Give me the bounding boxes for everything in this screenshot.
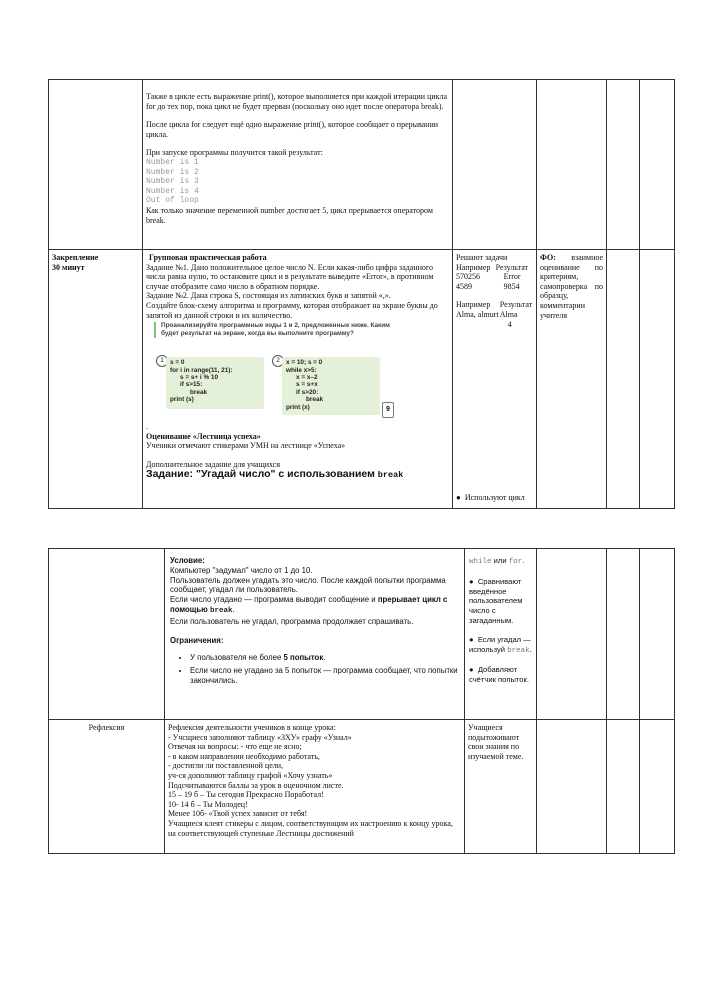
lesson-table-bottom — [48, 548, 675, 854]
example-output: 9854 — [503, 281, 520, 291]
students-intro: Решают задачи — [456, 253, 508, 262]
loop-explanation-cell — [143, 90, 452, 248]
step-code: break — [507, 646, 530, 655]
stage-cell — [49, 251, 142, 281]
code-block-1 — [166, 357, 264, 409]
loop-dot: . — [522, 556, 525, 565]
example-output: Error — [503, 272, 521, 282]
output-line: Out of loop — [146, 196, 199, 206]
loop-keyword: while — [469, 558, 492, 566]
lesson-table-top — [48, 79, 675, 509]
example-table-1 — [456, 263, 533, 292]
game-task-title — [146, 467, 449, 481]
reflection-line: 10- 14 б – Ты Молодец! — [168, 799, 248, 809]
code-line: s = s+ i % 10 — [180, 373, 219, 381]
loop-hint — [469, 556, 533, 568]
assessment-label: ФО: — [540, 253, 556, 262]
example-input: Alma, almurt — [456, 309, 499, 319]
ladder-title: Оценивание «Лестница успеха» — [146, 431, 261, 441]
condition-line — [170, 595, 461, 617]
reflection-line: Отвечая на вопросы: - что еще не ясно; — [168, 742, 302, 752]
step-dot: . — [529, 644, 532, 654]
task-3: Создайте блок-схему алгоритма и программу, которая отображает на экране буквы до запятой из данной строки и их количество. — [146, 300, 438, 320]
student-step — [469, 665, 533, 685]
limit-dot: . — [323, 653, 326, 663]
step-text: Если угадал — используй — [469, 634, 531, 654]
bullet-icon: ● — [469, 665, 474, 675]
condition-dot: . — [232, 604, 235, 614]
code-line: print (s) — [170, 396, 194, 404]
example-input: 4589 — [456, 281, 472, 291]
example-output: Alma — [499, 309, 518, 319]
example-header: Например — [456, 262, 491, 272]
code-line: break — [306, 396, 324, 404]
condition-title: Условие: — [170, 556, 205, 565]
code-line: s = s+x — [296, 381, 318, 389]
number-1-icon: 1 — [156, 355, 168, 367]
step-text: Сравнивают введённое пользователем число с загаданным. — [469, 576, 523, 625]
paragraph: Также в цикле есть выражение print(), которое выполняется при каждой итерации цикла for до тех пор, пока цикл не будет прерван (поскольку оно идет после оператора break). — [146, 92, 448, 111]
task-2: Задание №2. Дана строка S, состоящая из латинских букв и запятой «,». — [146, 291, 391, 301]
code-line: break — [190, 388, 208, 396]
reflection-line: Подсчитываются баллы за урок в оценочном листе. — [168, 780, 344, 790]
result-header: Результат — [499, 300, 533, 310]
reflection-line: Рефлексия деятельности учеников в конце урока: — [168, 723, 336, 732]
code-block-2 — [282, 357, 380, 415]
game-title-code: break — [377, 469, 404, 480]
reflection-line: Учащиеся клеят стикеры с лицом, соответствующим их настроению к концу урока, на соответствующей ступеньке Лестницы достижений — [168, 818, 453, 838]
paragraph: При запуске программы получится такой результат: — [146, 148, 323, 158]
stage-cell — [49, 721, 164, 741]
student-step — [469, 635, 533, 657]
result-header: Результат — [495, 262, 529, 272]
example-input: 570256 — [456, 272, 480, 282]
ladder-text: Ученики отмечают стикерами УМН на лестнице «Успеха» — [146, 441, 346, 451]
example-table-2 — [456, 300, 533, 329]
reflection-content-cell — [165, 721, 464, 854]
condition-code: break — [210, 606, 233, 615]
reflection-line: уч-ся дополняют таблицу графой «Хочу узнать» — [168, 770, 333, 780]
bullet-icon: ● — [469, 576, 474, 586]
reflection-line: 15 – 19 б – Ты сегодня Прекрасно Поработал! — [168, 790, 324, 800]
limits-title: Ограничения: — [170, 635, 224, 645]
example-count: 4 — [507, 319, 512, 329]
output-line: Number is 2 — [146, 167, 199, 177]
reflection-students-text: Учащиеся подытоживают свои знания по изучаемой теме. — [468, 723, 524, 761]
bullet-icon: ● — [469, 634, 474, 644]
code-line: x = 10; s = 0 — [286, 359, 323, 367]
guess-number-cell — [167, 554, 464, 718]
loop-keyword: for — [508, 558, 523, 566]
code-line: while x>5: — [286, 366, 317, 374]
output-line: Number is 4 — [146, 186, 199, 196]
limit-item: • Если число не угадано за 5 попыток — программа сообщает, что попытки закончились. — [190, 666, 461, 686]
output-line: Number is 3 — [146, 177, 199, 187]
reflection-line: - Учсщиеся заполняют таблицу «ЗХУ» графу «Узнал» — [168, 732, 352, 742]
guess-students-cell — [466, 554, 536, 718]
stage-name: Закрепление — [52, 253, 99, 262]
condition-line: Пользователь должен угадать это число. После каждой попытки программа сообщает, угадал ли пользователь. — [170, 575, 446, 595]
paragraph: После цикла for следует ещё одно выражение print(), которое сообщает о прерывании цикла. — [146, 120, 439, 139]
condition-emphasis: прерывает цикл с помощью — [170, 595, 448, 614]
practice-content-cell — [143, 251, 452, 509]
assessment-cell — [537, 251, 606, 331]
section-title: Групповая практическая работа — [149, 253, 267, 262]
students-activity-cell — [453, 251, 536, 509]
code-line: for i in range(11, 21): — [170, 366, 233, 374]
bullet-icon: ● — [456, 493, 461, 502]
limit-item — [190, 653, 461, 663]
condition-text: Если число угадано — программа выводит сообщение и — [170, 595, 376, 605]
limit-text: У пользователя не более — [190, 653, 282, 663]
limits-list — [170, 653, 461, 685]
bullet-text: Используют цикл — [464, 493, 525, 502]
reflection-line: - в каком направлении необходимо работать, — [168, 751, 320, 761]
students-bullet — [456, 493, 525, 503]
stage-name: Рефлексия — [88, 723, 125, 732]
code-line: print (x) — [286, 403, 310, 411]
limit-emphasis: 5 попыток — [283, 653, 324, 663]
code-line: if s>15: — [180, 381, 203, 389]
example-header: Например — [456, 300, 491, 310]
assessment-text: взаимное оценивание по критериям, самопроверка по образцу, комментарии учителя — [540, 253, 603, 320]
reflection-line: - достигли ли поставленной цели, — [168, 761, 284, 771]
dot: . — [146, 422, 148, 432]
student-step — [469, 577, 533, 626]
reflection-line: Менее 10б- «Твой успех зависит от тебя! — [168, 809, 308, 819]
extra-task: Дополнительное задание для учащихся — [146, 459, 281, 469]
step-text: Добавляют счётчик попыток. — [469, 665, 529, 685]
code-analysis-image — [148, 322, 392, 422]
code-line: if s>20: — [296, 388, 319, 396]
program-output — [146, 158, 449, 206]
output-line: Number is 1 — [146, 157, 199, 167]
task-1: Задание №1. Дано положительное целое число N. Если какая-либо цифра заданного числа равна нулю, то остановите цикл и в результате выведите «Error», в противном случае отобразите само число в обратном порядке. — [146, 262, 434, 291]
image-header: Проанализируйте программные коды 1 и 2, предложенные ниже. Каким будет результат на экране, когда вы выполните программу? — [154, 322, 395, 338]
game-title-text: Задание: "Угадай число" с использованием — [146, 467, 375, 480]
stage-time: 30 минут — [52, 262, 85, 272]
number-2-icon: 2 — [272, 355, 284, 367]
code-line: x = x–2 — [296, 373, 318, 381]
condition-line: Если пользователь не угадал, программа продолжает спрашивать. — [170, 616, 414, 626]
loop-or: или — [493, 556, 507, 565]
condition-line: Компьютер "задумал" число от 1 до 10. — [170, 565, 313, 575]
code-line: s = 0 — [170, 359, 185, 367]
paragraph: Как только значение переменной number достигает 5, цикл прерывается оператором break. — [146, 205, 433, 225]
reflection-students-cell — [465, 721, 536, 771]
page-corner-badge: 9 — [382, 402, 394, 418]
